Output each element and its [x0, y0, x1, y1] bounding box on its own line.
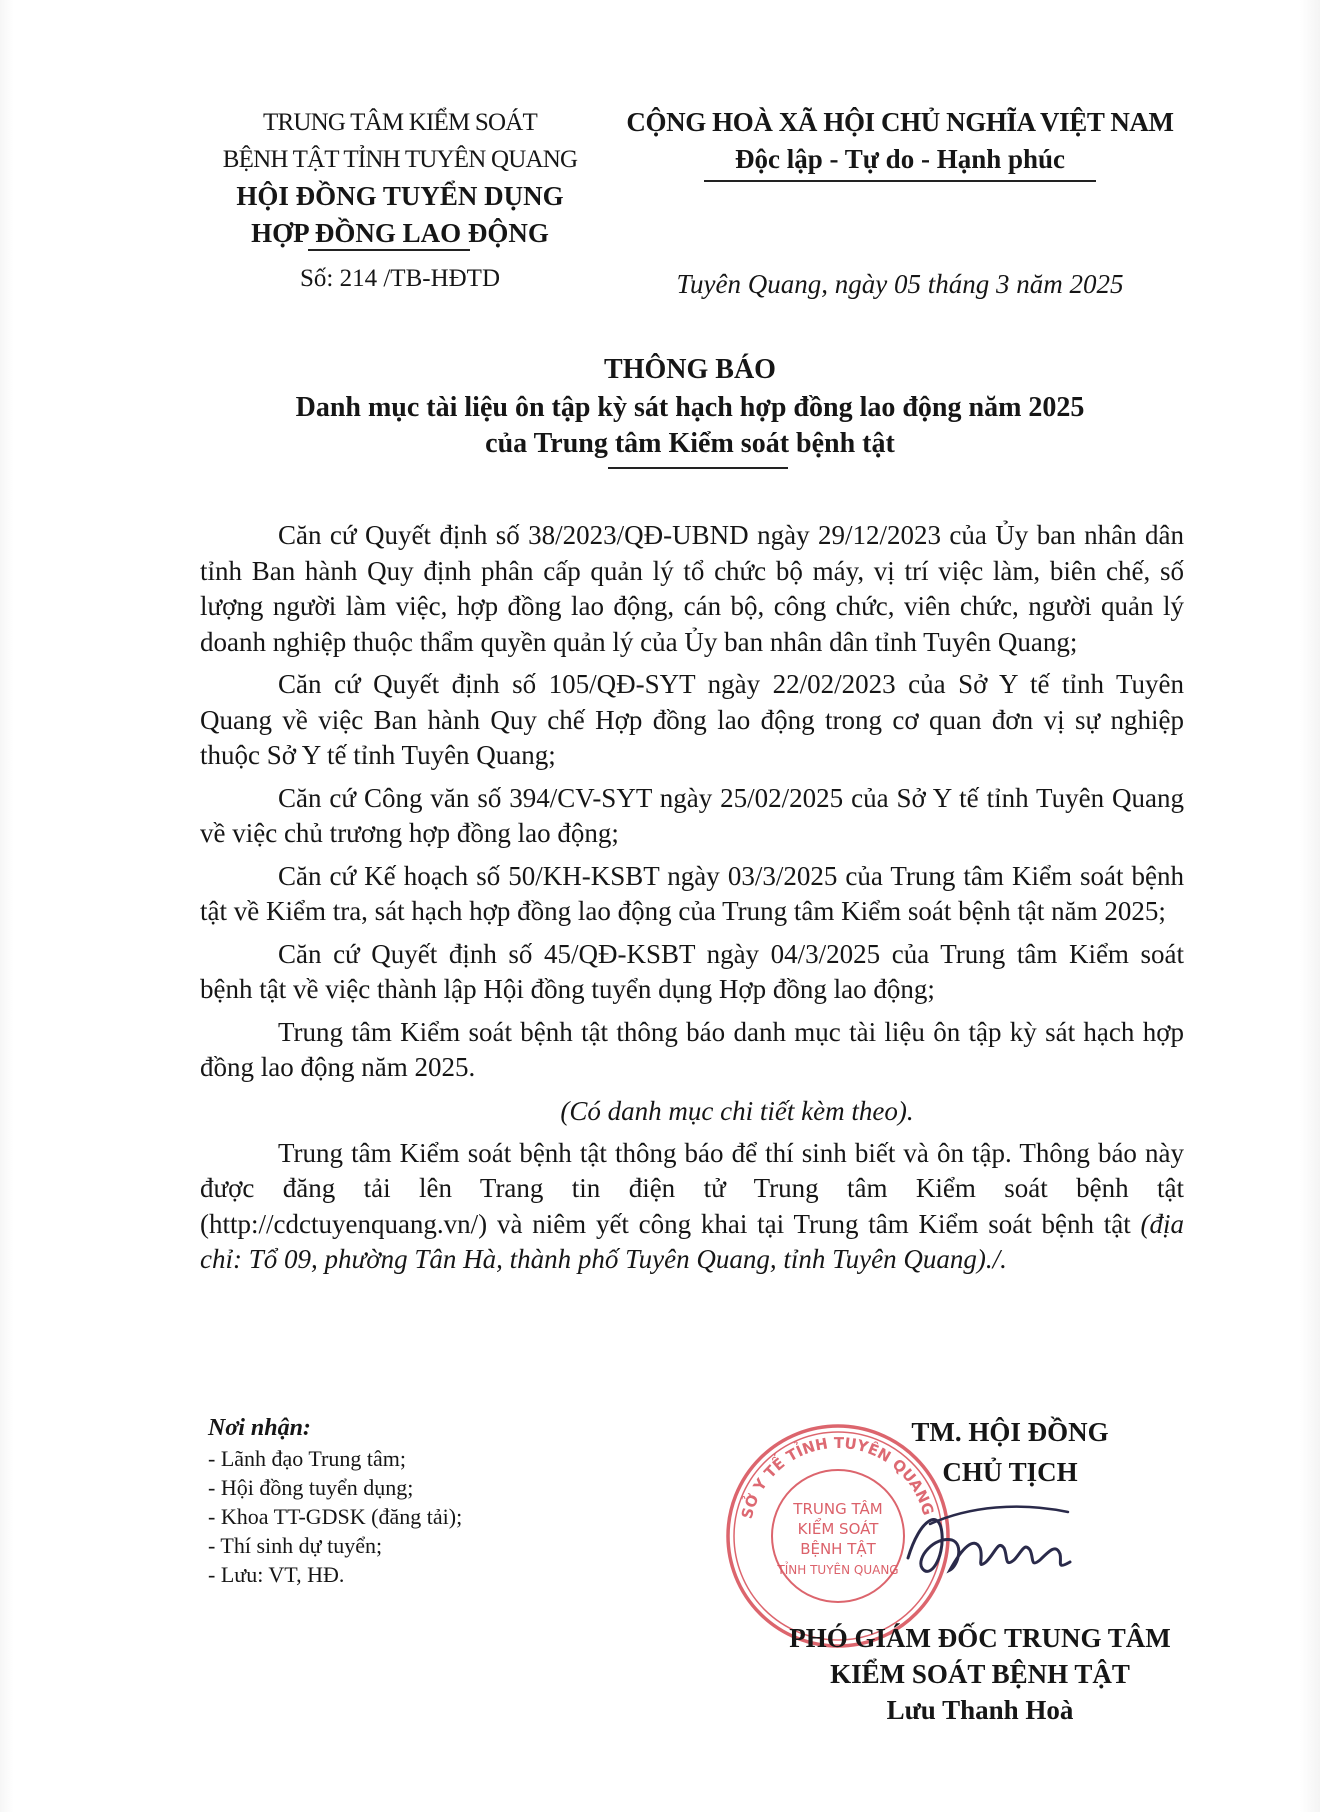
title-subject-line2: của Trung tâm Kiểm soát bệnh tật: [485, 428, 895, 459]
recipients-heading: Nơi nhận:: [208, 1415, 311, 1441]
document-body: [200, 518, 1184, 1285]
legal-basis-paragraph: Căn cứ Quyết định số 45/QĐ-KSBT ngày 04/3/2025 của Trung tâm Kiểm soát bệnh tật về việc thành lập Hội đồng tuyển dụng Hợp đồng lao động;: [200, 938, 1184, 1004]
issuer-header: [200, 104, 600, 297]
recipient-item: - Thí sinh dự tuyển;: [208, 1533, 383, 1558]
legal-basis-paragraph: Căn cứ Quyết định số 38/2023/QĐ-UBND ngày 29/12/2023 của Ủy ban nhân dân tỉnh Ban hành Quy định phân cấp quản lý tổ chức bộ máy, vị trí việc làm, biên chế, số lượng người làm việc, hợp đồng lao động, cán bộ, công chức, viên chức, người quản lý doanh nghiệp thuộc thẩm quyền quản lý của Ủy ban nhân dân tỉnh Tuyên Quang;: [200, 520, 1184, 657]
title-kind: THÔNG BÁO: [604, 354, 776, 385]
place-date: Tuyên Quang, ngày 05 tháng 3 năm 2025: [676, 269, 1124, 299]
recipient-item: - Lãnh đạo Trung tâm;: [208, 1446, 406, 1471]
signer-position-line1: PHÓ GIÁM ĐỐC TRUNG TÂM: [789, 1623, 1171, 1653]
seal-center-line2: KIỂM SOÁT: [797, 1520, 879, 1538]
seal-center-line4: TỈNH TUYÊN QUANG: [777, 1563, 899, 1577]
chairman-label: CHỦ TỊCH: [942, 1457, 1078, 1487]
legal-basis-paragraph: Căn cứ Công văn số 394/CV-SYT ngày 25/02/2025 của Sở Y tế tỉnh Tuyên Quang về việc chủ trương hợp đồng lao động;: [200, 782, 1184, 848]
document-title: [200, 350, 1180, 462]
national-header: [620, 104, 1180, 178]
council-line1: HỘI ĐỒNG TUYỂN DỤNG: [236, 181, 564, 211]
title-subject-line1: Danh mục tài liệu ôn tập kỳ sát hạch hợp đồng lao động năm 2025: [295, 392, 1085, 423]
publication-paragraph: [200, 1136, 1184, 1278]
handwritten-signature: [900, 1488, 1080, 1598]
legal-basis-paragraph: Căn cứ Quyết định số 105/QĐ-SYT ngày 22/02/2023 của Sở Y tế tỉnh Tuyên Quang về việc Ban hành Quy chế Hợp đồng lao động trong cơ quan đơn vị sự nghiệp thuộc Sở Y tế tỉnh Tuyên Quang;: [200, 669, 1184, 770]
attachment-note: (Có danh mục chi tiết kèm theo).: [560, 1095, 914, 1126]
issuer-org-line2: BỆNH TẬT TỈNH TUYÊN QUANG: [222, 146, 578, 173]
announcement-paragraph: Trung tâm Kiểm soát bệnh tật thông báo danh mục tài liệu ôn tập kỳ sát hạch hợp đồng lao động năm 2025.: [200, 1016, 1184, 1082]
signer-position-line2: KIỂM SOÁT BỆNH TẬT: [830, 1659, 1130, 1689]
signer-block: [770, 1620, 1190, 1728]
issuer-underline: [308, 249, 470, 251]
recipients-block: [208, 1412, 668, 1589]
recipient-item: - Lưu: VT, HĐ.: [208, 1562, 345, 1587]
on-behalf-label: TM. HỘI ĐỒNG: [911, 1417, 1109, 1447]
issuer-org-line1: TRUNG TÂM KIỂM SOÁT: [263, 109, 537, 136]
council-line2: HỢP ĐỒNG LAO ĐỘNG: [251, 218, 549, 248]
title-underline: [608, 467, 788, 469]
publication-text: Trung tâm Kiểm soát bệnh tật thông báo để thí sinh biết và ôn tập. Thông báo này được đăng tải lên Trang tin điện tử Trung tâm Kiểm soát bệnh tật (http://cdctuyenquang.vn/) và niêm yết công khai tại Trung tâm Kiểm soát bệnh tật: [200, 1137, 1184, 1239]
motto-underline: [704, 180, 1096, 182]
seal-center-line1: TRUNG TÂM: [793, 1500, 883, 1518]
doc-number: Số: 214 /TB-HĐTD: [300, 265, 500, 292]
seal-ring-text: SỞ Y TẾ TỈNH TUYÊN QUANG: [737, 1433, 938, 1521]
recipient-item: - Hội đồng tuyển dụng;: [208, 1475, 414, 1500]
recipient-item: - Khoa TT-GDSK (đăng tải);: [208, 1504, 463, 1529]
address-text: (địa chỉ: Tổ 09, phường Tân Hà, thành phố Tuyên Quang, tỉnh Tuyên Quang)./.: [200, 1208, 1184, 1274]
signer-name: Lưu Thanh Hoà: [886, 1695, 1074, 1725]
seal-center-line3: BỆNH TẬT: [800, 1540, 876, 1558]
country-name: CỘNG HOÀ XÃ HỘI CHỦ NGHĨA VIỆT NAM: [626, 107, 1174, 137]
national-motto: Độc lập - Tự do - Hạnh phúc: [734, 144, 1066, 174]
legal-basis-paragraph: Căn cứ Kế hoạch số 50/KH-KSBT ngày 03/3/2025 của Trung tâm Kiểm soát bệnh tật về Kiểm tra, sát hạch hợp đồng lao động của Trung tâm Kiểm soát bệnh tật năm 2025;: [200, 860, 1184, 926]
